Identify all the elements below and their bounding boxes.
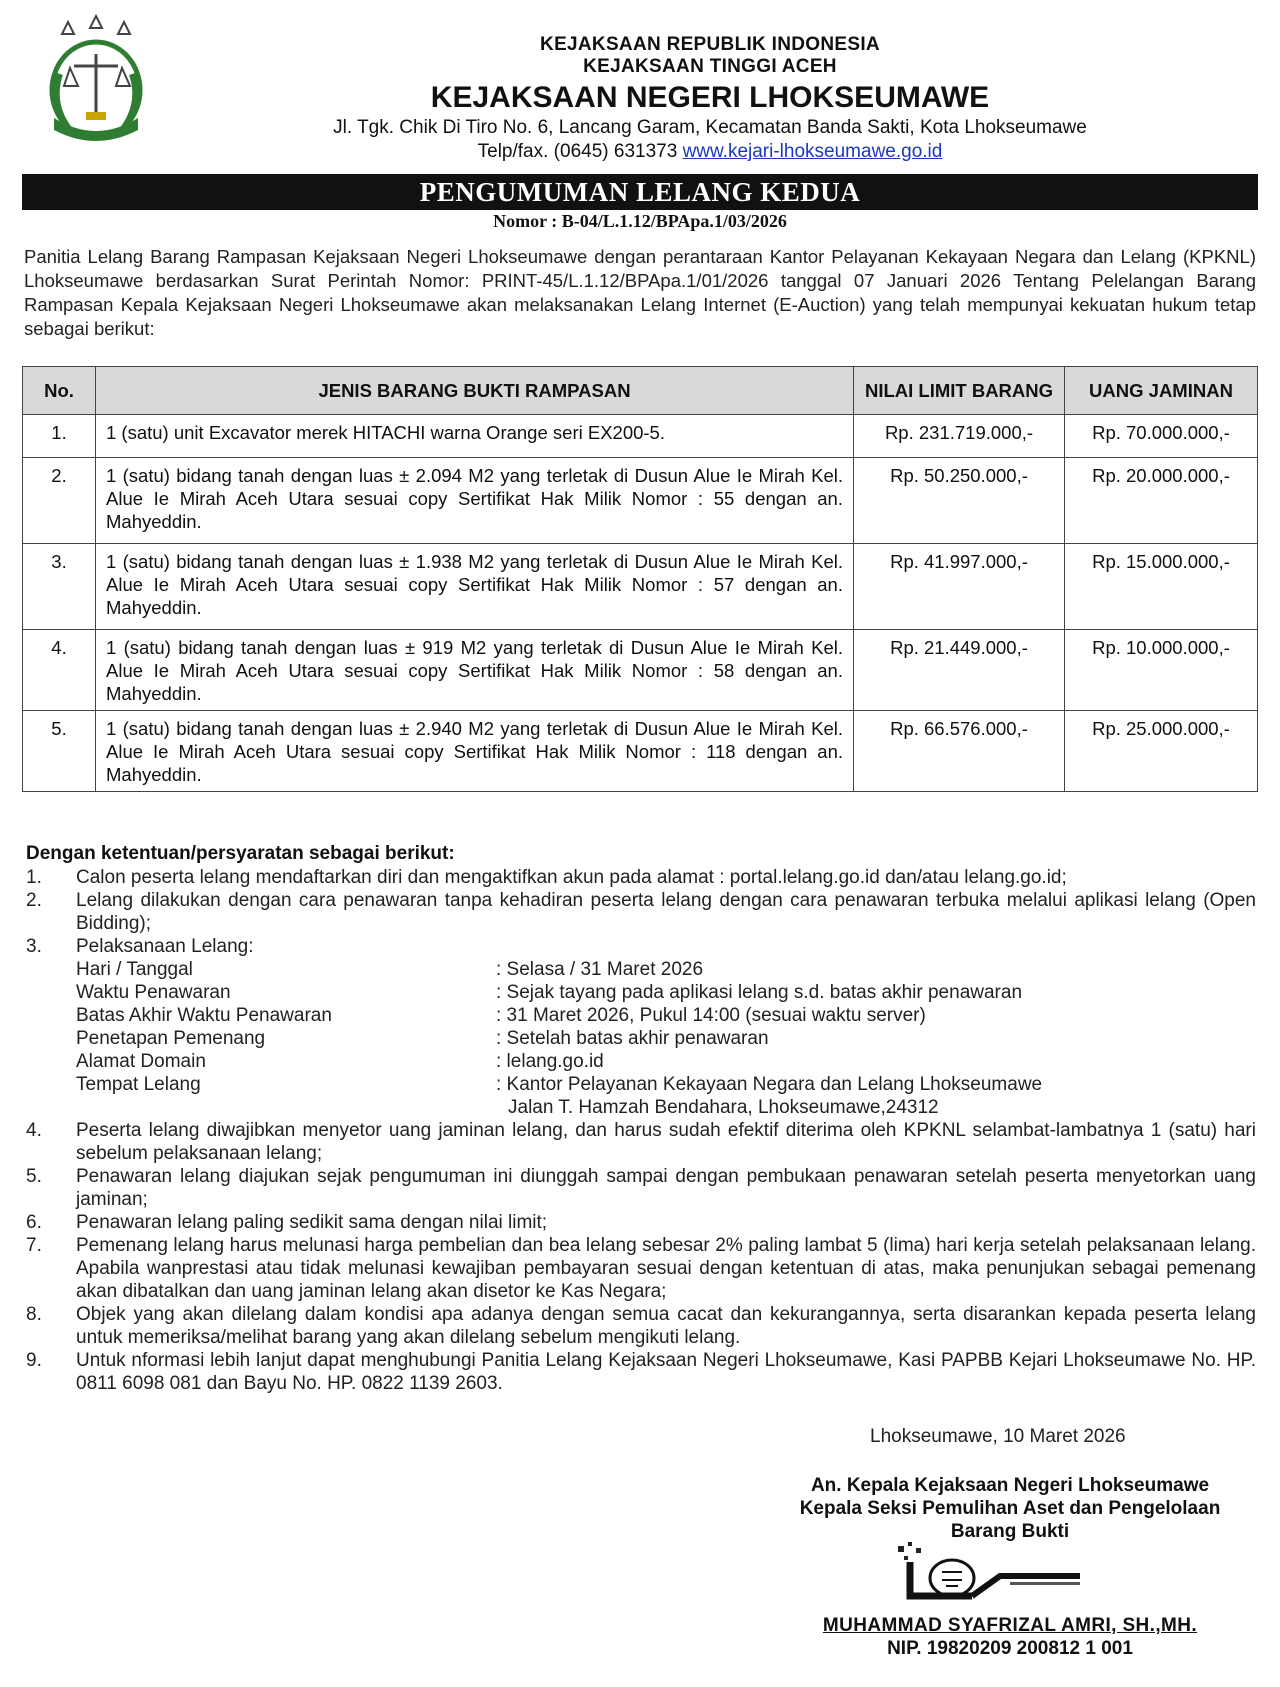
website-link[interactable]: www.kejari-lhokseumawe.go.id [682, 141, 943, 162]
term-text: Calon peserta lelang mendaftarkan diri dan mengaktifkan akun pada alamat : portal.lelang.go.id dan/atau lelang.go.id; [76, 867, 1067, 888]
announcement-number: Nomor : B-04/L.1.12/BPApa.1/03/2026 [493, 211, 787, 231]
table-row [23, 630, 1258, 711]
term-text: Penawaran lelang paling sedikit sama dengan nilai limit; [76, 1212, 548, 1233]
signatory-line-2: Kepala Seksi Pemulihan Aset dan Pengelolaan [799, 1498, 1221, 1519]
list-item [26, 866, 1256, 889]
table-header-row [23, 367, 1258, 415]
header-limit: NILAI LIMIT BARANG [854, 367, 1065, 415]
term-text: Pemenang lelang harus melunasi harga pembelian dan bea lelang sebesar 2% paling lambat 5 (lima) hari kerja setelah pelaksanaan lelang. Apabila wanprestasi atau tidak melunasi kewajiban pembayaran sesuai dengan ketentuan di atas, maka penunjukan sebagai pemenang akan dibatalkan dan uang jaminan lelang akan disetor ke Kas Negara; [76, 1235, 1256, 1302]
row-limit: Rp. 66.576.000,- [854, 711, 1065, 792]
schedule-value: : Kantor Pelayanan Kekayaan Negara dan Lelang Lhokseumawe [496, 1074, 1043, 1095]
kejaksaan-emblem-icon [46, 14, 186, 154]
row-item: 1 (satu) bidang tanah dengan luas ± 1.938 M2 yang terletak di Dusun Alue Ie Mirah Kel. Alue Ie Mirah Aceh Utara sesuai copy Sertifikat Hak Milik Nomor : 57 dengan an. Mahyeddin. [96, 544, 854, 630]
schedule-row [76, 1027, 1256, 1050]
row-item: 1 (satu) bidang tanah dengan luas ± 919 M2 yang terletak di Dusun Alue Ie Mirah Kel. Alue Ie Mirah Aceh Utara sesuai copy Sertifikat Hak Milik Nomor : 58 dengan an. Mahyeddin. [96, 630, 854, 711]
schedule-label: Penetapan Pemenang [76, 1028, 266, 1049]
signer [760, 1614, 1260, 1660]
header-deposit: UANG JAMINAN [1065, 367, 1258, 415]
header-no: No. [23, 367, 96, 415]
row-item: 1 (satu) bidang tanah dengan luas ± 2.940 M2 yang terletak di Dusun Alue Ie Mirah Kel. Alue Ie Mirah Aceh Utara sesuai copy Sertifikat Hak Milik Nomor : 118 dengan an. Mahyeddin. [96, 711, 854, 792]
row-deposit: Rp. 20.000.000,- [1065, 458, 1258, 544]
term-number: 5. [26, 1166, 42, 1187]
schedule-value: : Setelah batas akhir penawaran [496, 1028, 769, 1049]
signer-nip: NIP. 19820209 200812 1 001 [887, 1638, 1133, 1659]
contact-line [300, 140, 1120, 164]
ministry-name: KEJAKSAAN REPUBLIK INDONESIA [540, 34, 880, 55]
schedule-value: : Selasa / 31 Maret 2026 [496, 959, 704, 980]
table-row [23, 711, 1258, 792]
list-item [26, 1211, 1256, 1234]
office-address: Jl. Tgk. Chik Di Tiro No. 6, Lancang Garam, Kecamatan Banda Sakti, Kota Lhokseumawe [333, 117, 1087, 138]
schedule-value: : lelang.go.id [496, 1051, 604, 1072]
office-name: KEJAKSAAN NEGERI LHOKSEUMAWE [430, 81, 990, 114]
row-item: 1 (satu) bidang tanah dengan luas ± 2.094 M2 yang terletak di Dusun Alue Ie Mirah Kel. Alue Ie Mirah Aceh Utara sesuai copy Sertifikat Hak Milik Nomor : 55 dengan an. Mahyeddin. [96, 458, 854, 544]
auction-schedule [76, 958, 1256, 1119]
term-text: Peserta lelang diwajibkan menyetor uang jaminan lelang, dan harus sudah efektif diterima oleh KPKNL selambat-lambatnya 1 (satu) hari sebelum pelaksanaan lelang; [76, 1120, 1256, 1164]
schedule-value: : 31 Maret 2026, Pukul 14:00 (sesuai waktu server) [496, 1005, 926, 1026]
schedule-label: Waktu Penawaran [76, 982, 231, 1003]
row-limit: Rp. 21.449.000,- [854, 630, 1065, 711]
term-number: 8. [26, 1304, 42, 1325]
signatory-line-3: Barang Bukti [950, 1521, 1070, 1542]
schedule-label: Batas Akhir Waktu Penawaran [76, 1005, 332, 1026]
schedule-label: Alamat Domain [76, 1051, 206, 1072]
row-deposit: Rp. 70.000.000,- [1065, 415, 1258, 458]
schedule-label: Hari / Tanggal [76, 959, 193, 980]
signatory-line-1: An. Kepala Kejaksaan Negeri Lhokseumawe [810, 1475, 1210, 1496]
list-item [26, 1303, 1256, 1349]
signatory-title [760, 1474, 1260, 1543]
schedule-row [76, 1004, 1256, 1027]
term-text: Objek yang akan dilelang dalam kondisi apa adanya dengan semua cacat dan kekurangannya, serta disarankan kepada peserta lelang untuk memeriksa/melihat barang yang akan dilelang sebelum mengikuti lelang. [76, 1304, 1256, 1348]
list-item [26, 1349, 1256, 1395]
schedule-row [76, 1050, 1256, 1073]
place-date: Lhokseumawe, 10 Maret 2026 [870, 1426, 1126, 1447]
row-deposit: Rp. 25.000.000,- [1065, 711, 1258, 792]
term-text: Pelaksanaan Lelang: [76, 936, 254, 957]
term-number: 9. [26, 1350, 42, 1371]
term-number: 7. [26, 1235, 42, 1256]
table-row [23, 415, 1258, 458]
schedule-row [76, 1096, 1256, 1119]
regional-office: KEJAKSAAN TINGGI ACEH [583, 56, 837, 77]
term-number: 4. [26, 1120, 42, 1141]
row-no: 3. [23, 544, 96, 630]
term-number: 3. [26, 936, 42, 957]
term-number: 1. [26, 867, 42, 888]
schedule-row [76, 1073, 1256, 1096]
schedule-row [76, 958, 1256, 981]
terms-heading: Dengan ketentuan/persyaratan sebagai berikut: [26, 843, 455, 864]
list-item [26, 1234, 1256, 1303]
list-item [26, 1165, 1256, 1211]
term-text: Penawaran lelang diajukan sejak pengumuman ini diunggah sampai dengan pembukaan penawaran setelah peserta menyetorkan uang jaminan; [76, 1166, 1256, 1210]
header-item: JENIS BARANG BUKTI RAMPASAN [96, 367, 854, 415]
list-item [26, 935, 1256, 958]
terms-list [26, 866, 1256, 1395]
table-row [23, 544, 1258, 630]
schedule-value: : Sejak tayang pada aplikasi lelang s.d. batas akhir penawaran [496, 982, 1023, 1003]
row-no: 4. [23, 630, 96, 711]
digital-signature-icon [890, 1540, 1100, 1620]
auction-items-table [22, 366, 1258, 792]
row-deposit: Rp. 15.000.000,- [1065, 544, 1258, 630]
term-number: 6. [26, 1212, 42, 1233]
row-limit: Rp. 231.719.000,- [854, 415, 1065, 458]
row-no: 2. [23, 458, 96, 544]
term-number: 2. [26, 890, 42, 911]
row-no: 1. [23, 415, 96, 458]
term-text: Untuk nformasi lebih lanjut dapat menghubungi Panitia Lelang Kejaksaan Negeri Lhokseumawe, Kasi PAPBB Kejari Lhokseumawe No. HP. 0811 6098 081 dan Bayu No. HP. 0822 1139 2603. [76, 1350, 1256, 1394]
schedule-label [76, 1096, 496, 1119]
term-text: Lelang dilakukan dengan cara penawaran tanpa kehadiran peserta lelang dengan cara penawaran terbuka melalui aplikasi lelang (Open Bidding); [76, 890, 1256, 934]
row-limit: Rp. 41.997.000,- [854, 544, 1065, 630]
schedule-label: Tempat Lelang [76, 1074, 201, 1095]
table-row [23, 458, 1258, 544]
row-limit: Rp. 50.250.000,- [854, 458, 1065, 544]
list-item [26, 1119, 1256, 1165]
announcement-title: PENGUMUMAN LELANG KEDUA [22, 174, 1258, 210]
schedule-row [76, 981, 1256, 1004]
phone-number: Telp/fax. (0645) 631373 [477, 141, 678, 162]
row-no: 5. [23, 711, 96, 792]
signer-name: MUHAMMAD SYAFRIZAL AMRI, SH.,MH. [822, 1615, 1198, 1636]
list-item [26, 889, 1256, 935]
schedule-value: Jalan T. Hamzah Bendahara, Lhokseumawe,24312 [508, 1097, 939, 1118]
row-deposit: Rp. 10.000.000,- [1065, 630, 1258, 711]
intro-paragraph: Panitia Lelang Barang Rampasan Kejaksaan Negeri Lhokseumawe dengan perantaraan Kantor Pelayanan Kekayaan Negara dan Lelang (KPKNL) Lhokseumawe berdasarkan Surat Perintah Nomor: PRINT-45/L.1.12/BPApa.1/01/2026 tanggal 07 Januari 2026 Tentang Pelelangan Barang Rampasan Kepala Kejaksaan Negeri Lhokseumawe akan melaksanakan Lelang Internet (E-Auction) yang telah mempunyai kekuatan hukum tetap sebagai berikut: [24, 246, 1256, 339]
letterhead [300, 34, 1120, 164]
row-item: 1 (satu) unit Excavator merek HITACHI warna Orange seri EX200-5. [96, 415, 854, 458]
